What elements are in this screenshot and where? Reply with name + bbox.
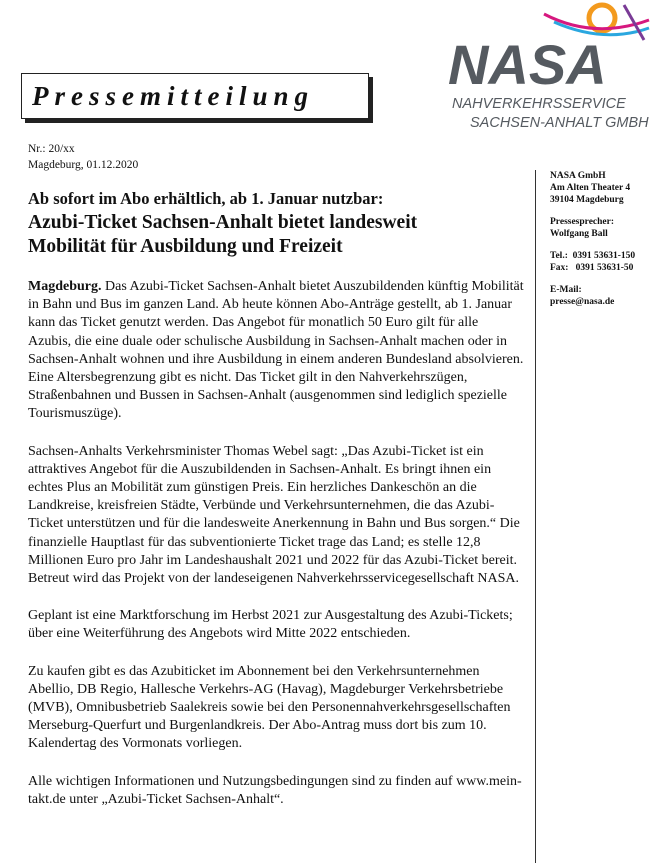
company-street: Am Alten Theater 4: [550, 183, 631, 193]
headline-title-line-1: Azubi-Ticket Sachsen-Anhalt bietet landesweit: [28, 212, 418, 233]
paragraph-3: Geplant ist eine Marktforschung im Herbst 2021 zur Ausgestaltung des Azubi-Tickets; über eine Weiterführung des Angebots wird Mitte 2022 entschieden.: [28, 608, 513, 642]
headline-block: [28, 189, 508, 259]
email-address[interactable]: presse@nasa.de: [550, 297, 615, 307]
company-name: NASA GmbH: [550, 171, 606, 181]
paragraph-1: [28, 278, 524, 424]
contact-address: [550, 170, 654, 206]
contact-sidebar: [550, 170, 654, 318]
logo-tagline-2: SACHSEN-ANHALT GMBH: [470, 115, 649, 131]
paragraph-2: Sachsen-Anhalts Verkehrsminister Thomas Webel sagt: „Das Azubi-Ticket ist ein attraktives Angebot für die Auszubildenden in Sachsen-Anhalt. Es bringt ihnen ein echtes Plus an Mobilität zum günstigen Preis. Ein herzliches Dankeschön an die Landkreise, kreisfreien Städte, Verbünde und Verkehrsunternehmen, die das Azubi-Ticket unterstützen und für die landesweite Anerkennung in Bahn und Bus sorgen.“ Die finanzielle Hauptlast für das subventionierte Ticket trage das Land; es stelle 12,8 Millionen Euro pro Jahr im Landeshaushalt 2021 und 2022 für das Azubi-Ticket bereit. Betreut wird das Projekt von der landeseigenen Nahverkehrsservicegesellschaft NASA.: [28, 443, 520, 587]
article-body: [28, 278, 524, 828]
paragraph-4: Zu kaufen gibt es das Azubiticket im Abonnement bei den Verkehrsunternehmen Abellio, DB Regio, Hallesche Verkehrs-AG (Havag), Magdeburger Verkehrsbetriebe (MVB), Omnibusbetrieb Saalekreis sowie bei den Personennahverkehrsgesellschaften Merseburg-Querfurt und Burgenlandkreis. Der Abo-Antrag muss dort bis zum 10. Kalendertag des Vormonats vorliegen.: [28, 663, 511, 752]
speaker-name: Wolfgang Ball: [550, 229, 608, 239]
press-speaker: [550, 216, 654, 240]
contact-email: [550, 284, 654, 308]
fax-number: Fax: 0391 53631-50: [550, 263, 634, 273]
company-city: 39104 Magdeburg: [550, 195, 624, 205]
nasa-logo: [444, 0, 650, 135]
headline-title-line-2: Mobilität für Ausbildung und Freizeit: [28, 236, 343, 257]
headline-kicker: Ab sofort im Abo erhältlich, ab 1. Januar nutzbar:: [28, 189, 384, 208]
phone-number: Tel.: 0391 53631-150: [550, 251, 636, 261]
email-label: E-Mail:: [550, 285, 582, 295]
release-meta: [28, 141, 138, 173]
paragraph-5: Alle wichtigen Informationen und Nutzungsbedingungen sind zu finden auf www.mein-takt.de unter „Azubi-Ticket Sachsen-Anhalt“.: [28, 773, 522, 807]
release-place-date: Magdeburg, 01.12.2020: [28, 159, 139, 171]
contact-phones: [550, 250, 654, 274]
release-number: Nr.: 20/xx: [28, 143, 75, 155]
sidebar-divider: [535, 170, 536, 863]
dateline: Magdeburg.: [28, 279, 102, 294]
press-release-banner: [21, 73, 369, 119]
logo-wordmark: NASA: [448, 33, 607, 96]
logo-tagline-1: NAHVERKEHRSSERVICE: [452, 96, 626, 112]
press-release-label: Pressemitteilung: [32, 80, 315, 111]
paragraph-1-text: Das Azubi-Ticket Sachsen-Anhalt bietet Auszubildenden künftig Mobilität in Bahn und Bus im ganzen Land. Ab heute können Abo-Anträge gestellt, ab 1. Januar kann das Ticket genutzt werden. Das Angebot für monatlich 50 Euro gilt für alle Azubis, die eine duale oder schulische Ausbildung in Sachsen-Anhalt machen oder in Sachsen-Anhalt wohnen und ihre Ausbildung in einem anderen Bundesland absolvieren. Eine Altersbegrenzung gibt es nicht. Das Ticket gilt in den Nahverkehrszügen, Straßenbahnen und Bussen in Sachsen-Anhalt (ausgenommen sind lediglich spezielle Tourismuszüge).: [28, 279, 524, 422]
speaker-label: Pressesprecher:: [550, 217, 615, 227]
